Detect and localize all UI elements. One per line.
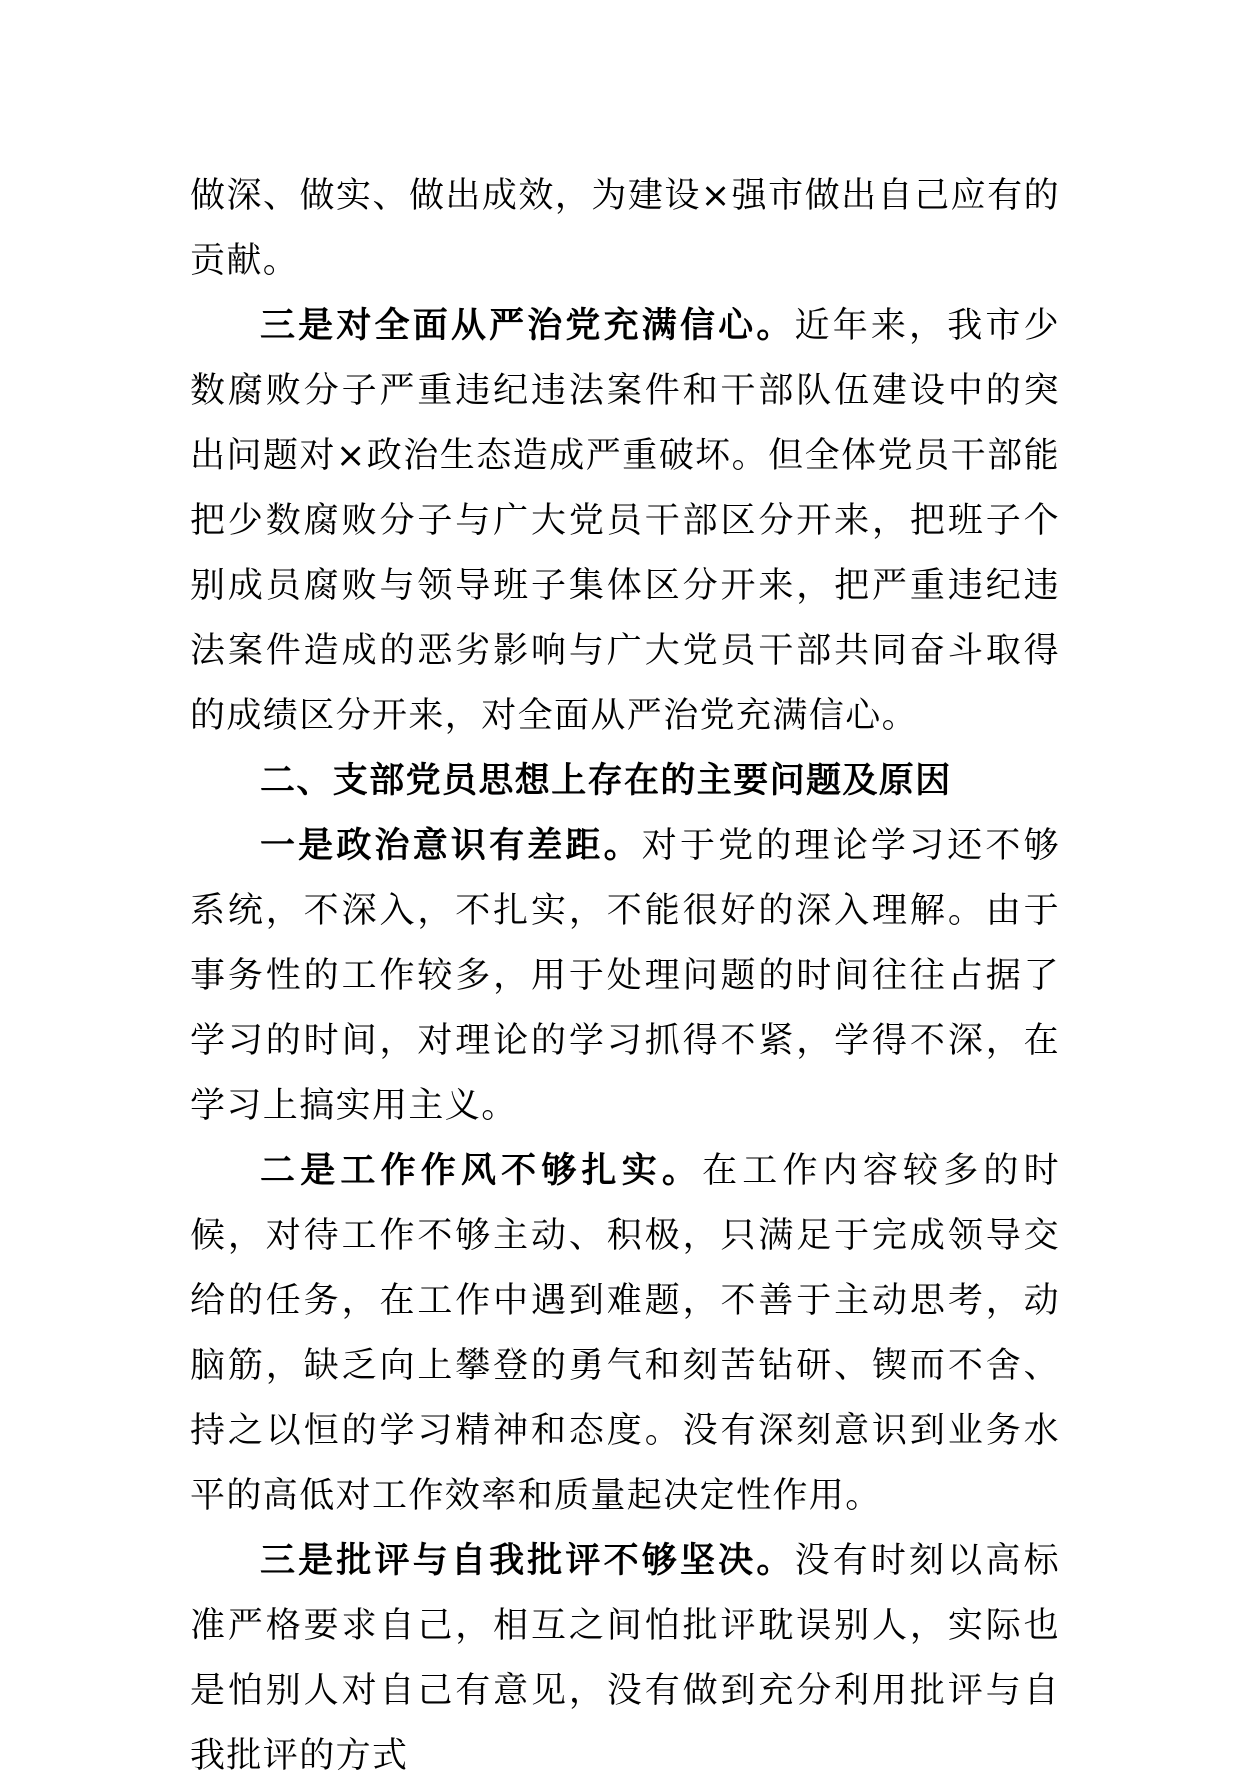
paragraph-lead: 一是政治意识有差距。: [260, 826, 642, 866]
paragraph-text: 对于党的理论学习还不够系统，不深入，不扎实，不能很好的深入理解。由于事务性的工作较多，用于处理问题的时间往往占据了学习的时间，对理论的学习抓得不紧，学得不深，在学习上搞实用主义。: [190, 826, 1060, 1126]
paragraph-text: 做深、做实、做出成效，为建设×强市做出自己应有的贡献。: [190, 176, 1060, 281]
paragraph-point-two-work-style: [190, 1139, 1060, 1529]
paragraph-lead: 三是对全面从严治党充满信心。: [260, 306, 795, 346]
paragraph-text: 没有时刻以高标准严格要求自己，相互之间怕批评耽误别人，实际也是怕别人对自己有意见，没有做到充分利用批评与自我批评的方式: [190, 1541, 1060, 1776]
heading-text: 二、支部党员思想上存在的主要问题及原因: [260, 761, 952, 801]
paragraph-point-three-criticism: [190, 1529, 1060, 1789]
paragraph-lead: 二是工作作风不够扎实。: [260, 1151, 703, 1191]
paragraph-text: 在工作内容较多的时候，对待工作不够主动、积极，只满足于完成领导交给的任务，在工作中遇到难题，不善于主动思考，动脑筋，缺乏向上攀登的勇气和刻苦钻研、锲而不舍、持之以恒的学习精神和态度。没有深刻意识到业务水平的高低对工作效率和质量起决定性作用。: [190, 1151, 1060, 1516]
paragraph-point-one-political-awareness: [190, 814, 1060, 1139]
paragraph-text: 近年来，我市少数腐败分子严重违纪违法案件和干部队伍建设中的突出问题对×政治生态造成严重破坏。但全体党员干部能把少数腐败分子与广大党员干部区分开来，把班子个别成员腐败与领导班子集体区分开来，把严重违纪违法案件造成的恶劣影响与广大党员干部共同奋斗取得的成绩区分开来，对全面从严治党充满信心。: [190, 306, 1060, 736]
section-heading: [190, 749, 1060, 814]
paragraph-continuation: [190, 164, 1060, 294]
paragraph-lead: 三是批评与自我批评不够坚决。: [260, 1541, 795, 1581]
document-page: [190, 164, 1060, 1789]
paragraph-point-three-confidence: [190, 294, 1060, 749]
